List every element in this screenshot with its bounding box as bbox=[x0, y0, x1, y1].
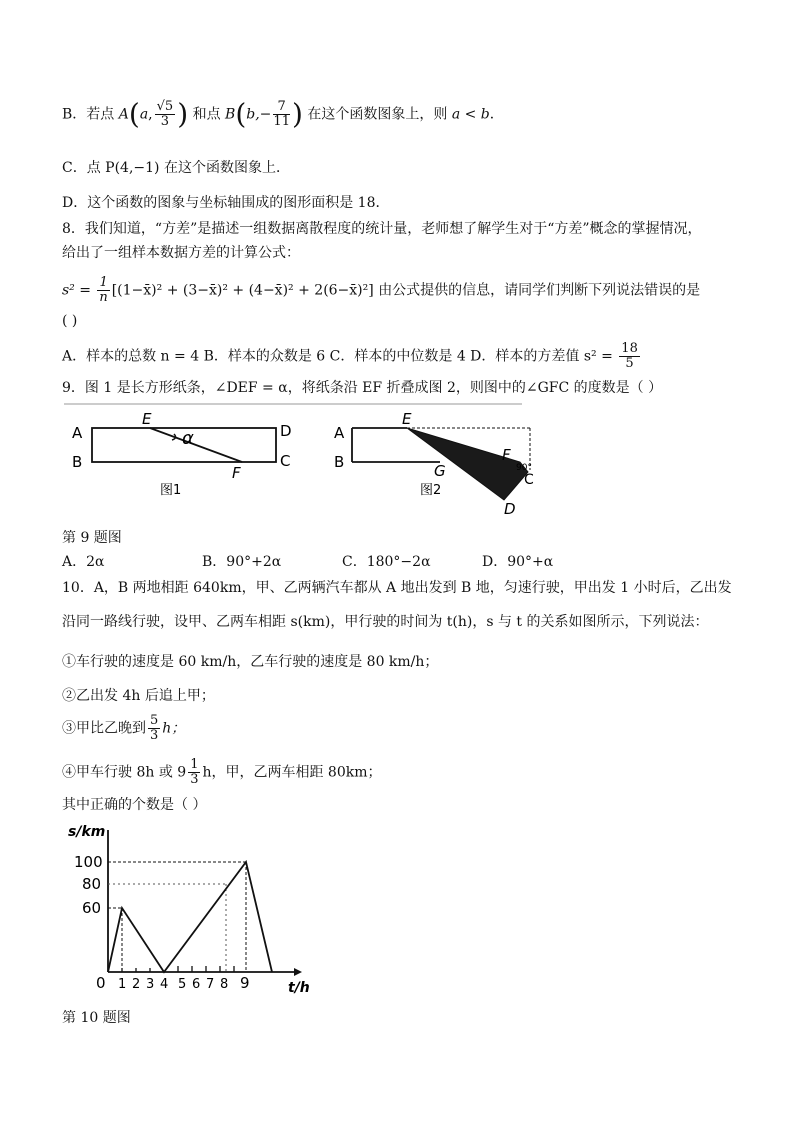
q7-b-prefix: B．若点 bbox=[62, 106, 115, 123]
q10-statement-2: ②乙出发 4h 后追上甲； bbox=[62, 688, 215, 704]
point-b-label: B bbox=[225, 106, 236, 123]
q9-figures bbox=[62, 400, 582, 520]
q7-option-c: C．点 P(4,−1) 在这个函数图象上． bbox=[62, 160, 290, 176]
q10-statement-4 bbox=[62, 758, 382, 787]
s4-post: h，甲，乙两车相距 80km； bbox=[202, 764, 382, 781]
q8-stem-line1: 8．我们知道，“方差”是描述一组数据离散程度的统计量，老师想了解学生对于“方差”概念的掌握情况， bbox=[62, 221, 702, 237]
q7-b-suffix: 在这个函数图象上，则 bbox=[307, 106, 448, 123]
x-tick-9: 9 bbox=[240, 974, 250, 992]
q9-stem: 9．图 1 是长方形纸条，∠DEF = α，将纸条沿 EF 折叠成图 2，则图中的∠GFC 的度数是（ ） bbox=[62, 380, 663, 396]
x-tick-1: 1 bbox=[118, 977, 127, 992]
q7-b-end: ． bbox=[489, 106, 504, 123]
fig1-label-a: A bbox=[72, 424, 83, 442]
q7-option-b: B．若点 A(a, $\frac{√5}{3}$ ) 和点 B(b,− $\frac{7}{11}$ ) 在这个函数图象上，则 a < b． bbox=[62, 97, 504, 131]
q9-option-d: D．90°+α bbox=[482, 554, 554, 570]
fig2-label-c: C bbox=[524, 472, 534, 488]
q10-stem-line1: 10．A，B 两地相距 640km，甲、乙两辆汽车都从 A 地出发到 B 地，匀速行驶，甲出发 1 小时后，乙出发 bbox=[62, 580, 732, 596]
fig2-label-f: F bbox=[502, 446, 511, 464]
fig1-caption: 图1 bbox=[160, 483, 182, 498]
x-tick-4: 4 bbox=[160, 977, 169, 992]
fig2-label-d: D bbox=[504, 500, 516, 518]
x-tick-8: 8 bbox=[220, 977, 229, 992]
formula-tail: 由公式提供的信息，请同学们判断下列说法错误的是 bbox=[378, 282, 701, 299]
coord-a: a bbox=[139, 106, 149, 123]
fig2-label-b: B bbox=[334, 453, 345, 471]
q8-options-text: A．样本的总数 n = 4 B．样本的众数是 6 C．样本的中位数是 4 D．样本的方差值 s² = bbox=[62, 348, 613, 365]
q9-option-c: C．180°−2α bbox=[342, 554, 431, 570]
formula-body: [(1−x̄)² + (3−x̄)² + (4−x̄)² + 2(6−x̄)²] bbox=[111, 282, 374, 299]
q10-figure-label: 第 10 题图 bbox=[62, 1010, 131, 1026]
x-axis-arrow bbox=[294, 968, 302, 976]
fig2-right-angle: 90° bbox=[516, 463, 532, 473]
fig1-label-b: B bbox=[72, 453, 83, 471]
x-tick-6: 6 bbox=[192, 977, 201, 992]
x-tick-5: 5 bbox=[178, 977, 187, 992]
fig1-label-c: C bbox=[280, 452, 291, 470]
fig1-fold-line-ef bbox=[150, 428, 242, 462]
x-tick-marks bbox=[122, 966, 234, 972]
fig2-caption: 图2 bbox=[420, 483, 442, 498]
formula-frac: $\frac{1}{n}$ bbox=[99, 275, 108, 305]
s3-frac: $\frac{5}{3}$ bbox=[150, 713, 159, 743]
q8-frac-18-5: $\frac{18}{5}$ bbox=[621, 341, 638, 371]
s3-post: h； bbox=[162, 720, 186, 737]
q7-b-inequality: a < b bbox=[451, 106, 490, 123]
y-tick-60: 60 bbox=[82, 899, 102, 917]
q9-option-a: A．2α bbox=[62, 554, 105, 570]
s-t-polyline bbox=[108, 862, 272, 972]
y-tick-100: 100 bbox=[74, 853, 103, 871]
fig2-label-a: A bbox=[334, 424, 345, 442]
fig1-label-d: D bbox=[280, 422, 292, 440]
x-tick-0: 0 bbox=[96, 974, 106, 992]
y-tick-80: 80 bbox=[82, 875, 102, 893]
y-axis-label: s/km bbox=[68, 824, 106, 840]
frac-7-11: $\frac{7}{11}$ bbox=[273, 99, 290, 129]
q9-figure-label: 第 9 题图 bbox=[62, 530, 122, 546]
x-axis-label: t/h bbox=[288, 980, 310, 996]
q8-stem-line2: 给出了一组样本数据方差的计算公式： bbox=[62, 245, 300, 261]
coord-b: b,− bbox=[246, 106, 272, 123]
q10-stem-line2: 沿同一路线行驶，设甲、乙两车相距 s(km)，甲行驶的时间为 t(h)，s 与 t 的关系如图所示，下列说法： bbox=[62, 614, 709, 630]
q10-graph bbox=[62, 822, 322, 997]
fig1-label-e: E bbox=[142, 410, 152, 428]
point-a-label: A bbox=[118, 106, 129, 123]
s4-frac: $\frac{1}{3}$ bbox=[190, 757, 199, 787]
fig2-label-g: G bbox=[434, 462, 446, 480]
x-tick-7: 7 bbox=[206, 977, 215, 992]
q10-ask: 其中正确的个数是（ ） bbox=[62, 797, 207, 813]
q8-options bbox=[62, 342, 642, 371]
q10-statement-1: ①车行驶的速度是 60 km/h，乙车行驶的速度是 80 km/h； bbox=[62, 654, 439, 670]
fig2-label-e: E bbox=[402, 410, 412, 428]
fig1-label-alpha: α bbox=[182, 428, 194, 449]
s4-pre: ④甲车行驶 8h 或 9 bbox=[62, 764, 187, 781]
x-tick-2: 2 bbox=[132, 977, 141, 992]
s3-pre: ③甲比乙晚到 bbox=[62, 720, 146, 737]
q8-formula bbox=[62, 276, 700, 305]
q7-option-d: D．这个函数的图象与坐标轴围成的图形面积是 18． bbox=[62, 195, 390, 211]
frac-sqrt5-3: $\frac{√5}{3}$ bbox=[156, 99, 174, 129]
x-tick-3: 3 bbox=[146, 977, 155, 992]
q10-statement-3 bbox=[62, 714, 185, 743]
q9-option-b: B．90°+2α bbox=[202, 554, 282, 570]
q7-b-mid: 和点 bbox=[192, 106, 221, 123]
fig1-label-f: F bbox=[232, 464, 241, 482]
formula-lhs: s² = bbox=[62, 282, 91, 299]
q8-paren: ( ) bbox=[62, 313, 78, 329]
